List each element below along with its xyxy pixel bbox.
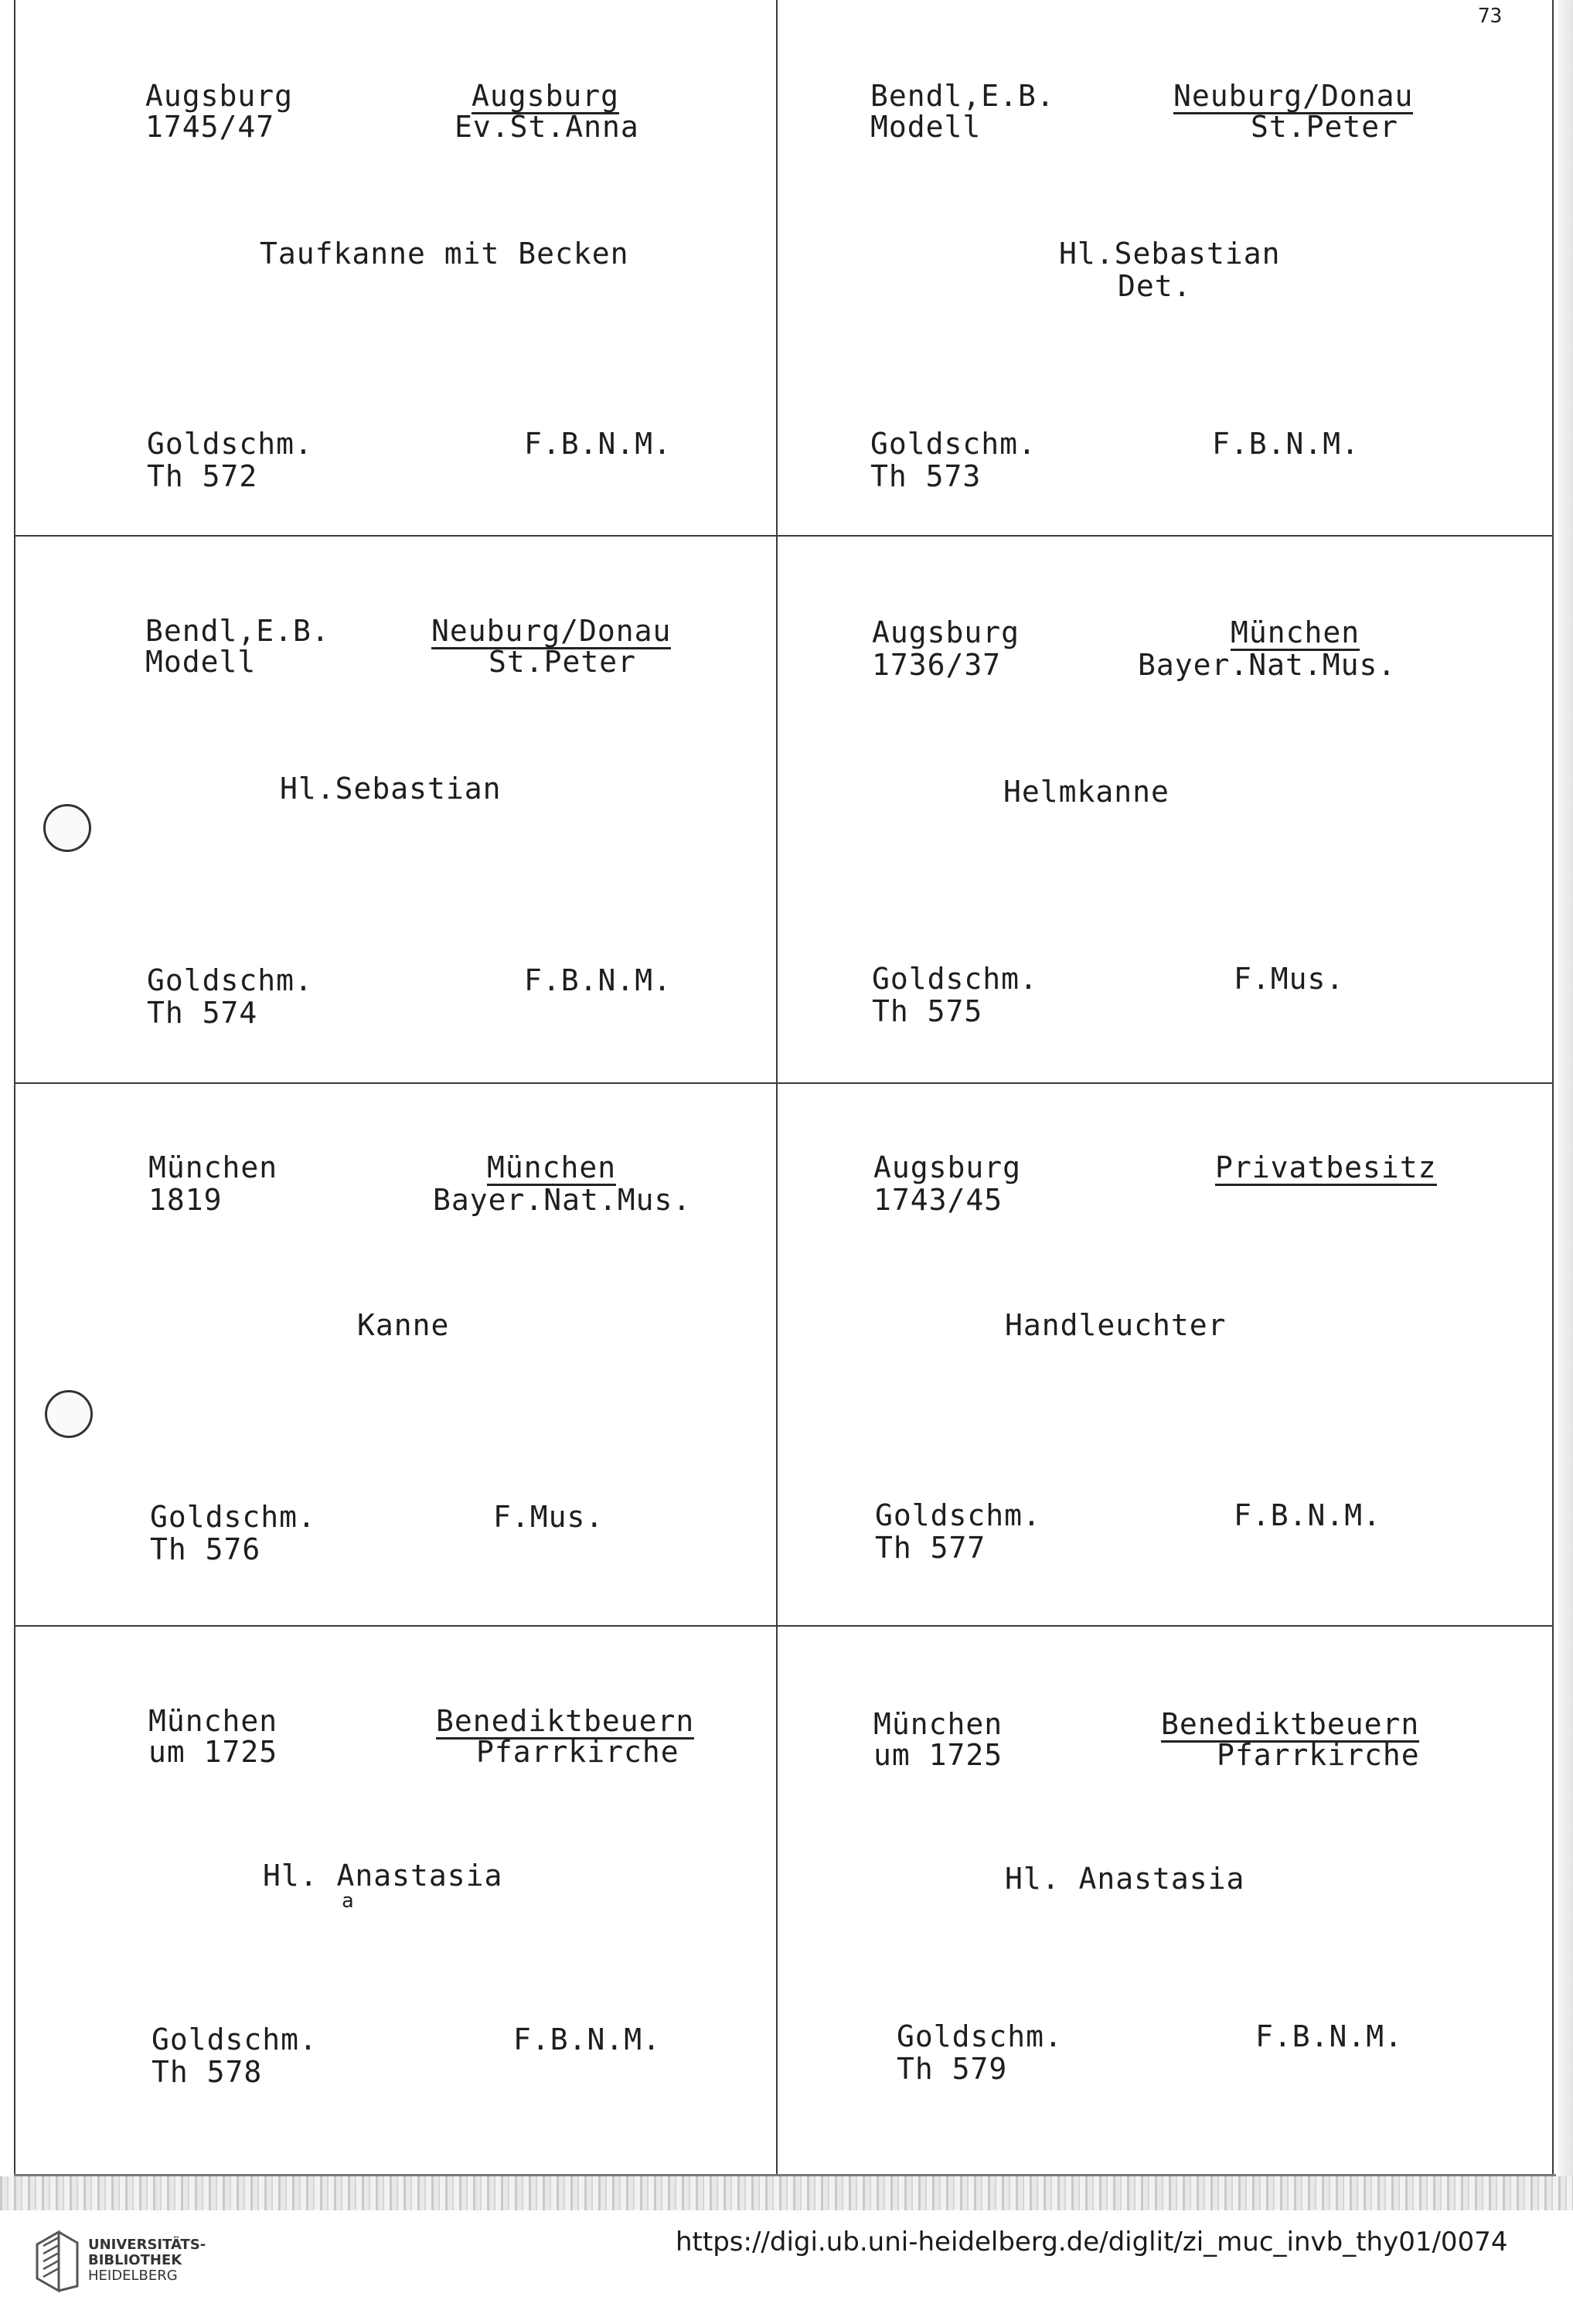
paper-edge <box>1558 0 1573 2188</box>
card-source: F.Mus. <box>493 1500 604 1534</box>
card-category: Goldschm. <box>147 427 313 461</box>
card-number: Th 574 <box>147 996 258 1030</box>
card-number: Th 578 <box>152 2055 263 2089</box>
card-title: Hl. Anastasia <box>1005 1862 1245 1896</box>
card-category: Goldschm. <box>152 2022 318 2057</box>
card-place: Augsburg <box>873 1150 1022 1184</box>
scanner-edge-strip <box>0 2176 1573 2210</box>
card-title: Hl.Sebastian <box>280 772 502 806</box>
card-title: Hl.Sebastian <box>1059 237 1281 271</box>
logo-line-3: HEIDELBERG <box>88 2268 178 2284</box>
catalog-card-th-578 <box>14 1627 787 2160</box>
right-border <box>1552 0 1554 2174</box>
card-category: Goldschm. <box>150 1500 316 1534</box>
card-date: Modell <box>870 110 982 144</box>
card-title: Kanne <box>357 1308 450 1342</box>
catalog-card-th-573 <box>778 0 1551 533</box>
card-sublocation: St.Peter <box>1251 110 1399 144</box>
card-category: Goldschm. <box>147 963 313 997</box>
page-number: 73 <box>1478 5 1503 28</box>
card-source: F.B.N.M. <box>1234 1498 1382 1532</box>
card-number: Th 576 <box>150 1532 261 1566</box>
card-date: 1736/37 <box>872 648 1002 682</box>
card-place: München <box>148 1704 278 1738</box>
card-date: 1743/45 <box>873 1183 1003 1217</box>
card-place: Bendl,E.B. <box>145 614 330 648</box>
card-source: F.Mus. <box>1234 962 1345 996</box>
card-sublocation: Pfarrkirche <box>476 1735 679 1769</box>
card-sublocation: Bayer.Nat.Mus. <box>1138 648 1397 682</box>
card-location: München <box>487 1150 617 1184</box>
catalog-card-th-575 <box>778 537 1551 1070</box>
card-place: Bendl,E.B. <box>870 79 1055 113</box>
card-number: Th 572 <box>147 459 258 493</box>
card-subtitle: a <box>342 1890 354 1913</box>
card-title: Hl. Anastasia <box>263 1859 503 1893</box>
card-source: F.B.N.M. <box>524 427 672 461</box>
card-category: Goldschm. <box>875 1498 1041 1532</box>
card-location: Neuburg/Donau <box>1173 79 1414 113</box>
catalog-card-th-574 <box>14 537 787 1070</box>
card-place: Augsburg <box>145 79 294 113</box>
card-location: München <box>1231 615 1360 649</box>
card-title: Handleuchter <box>1005 1308 1227 1342</box>
card-category: Goldschm. <box>870 427 1037 461</box>
card-date: Modell <box>145 645 257 679</box>
logo-line-2: BIBLIOTHEK <box>88 2252 182 2268</box>
card-sublocation: Ev.St.Anna <box>455 110 639 144</box>
library-logo-text <box>88 2237 206 2284</box>
card-sublocation: Pfarrkirche <box>1217 1738 1420 1772</box>
card-place: München <box>148 1150 278 1184</box>
card-number: Th 579 <box>897 2052 1008 2086</box>
card-category: Goldschm. <box>897 2019 1063 2053</box>
card-source: F.B.N.M. <box>513 2022 662 2057</box>
card-place: München <box>873 1707 1003 1741</box>
card-date: um 1725 <box>148 1735 278 1769</box>
card-title: Taufkanne mit Becken <box>260 237 629 271</box>
card-date: um 1725 <box>873 1738 1003 1772</box>
card-date: 1819 <box>148 1183 223 1217</box>
card-number: Th 575 <box>872 994 983 1028</box>
card-location: Benediktbeuern <box>1161 1707 1420 1741</box>
card-number: Th 573 <box>870 459 982 493</box>
card-subtitle: Det. <box>1118 269 1192 303</box>
catalog-card-th-577 <box>778 1084 1551 1617</box>
catalog-card-th-576 <box>14 1084 787 1617</box>
logo-line-1: UNIVERSITÄTS- <box>88 2237 206 2253</box>
source-url-link[interactable]: https://digi.ub.uni-heidelberg.de/diglit/zi_muc_invb_thy01/0074 <box>676 2227 1508 2258</box>
card-location: Privatbesitz <box>1215 1150 1437 1184</box>
card-date: 1745/47 <box>145 110 275 144</box>
card-location: Augsburg <box>472 79 620 113</box>
card-sublocation: Bayer.Nat.Mus. <box>433 1183 692 1217</box>
card-place: Augsburg <box>872 615 1020 649</box>
catalog-card-th-572 <box>14 0 787 533</box>
card-number: Th 577 <box>875 1531 986 1565</box>
card-location: Benediktbeuern <box>436 1704 695 1738</box>
card-source: F.B.N.M. <box>524 963 672 997</box>
card-source: F.B.N.M. <box>1255 2019 1404 2053</box>
catalog-card-th-579 <box>778 1627 1551 2160</box>
card-title: Helmkanne <box>1003 775 1170 809</box>
card-source: F.B.N.M. <box>1212 427 1360 461</box>
card-sublocation: St.Peter <box>489 645 637 679</box>
library-logo-icon <box>32 2229 82 2294</box>
card-category: Goldschm. <box>872 962 1038 996</box>
card-location: Neuburg/Donau <box>431 614 672 648</box>
